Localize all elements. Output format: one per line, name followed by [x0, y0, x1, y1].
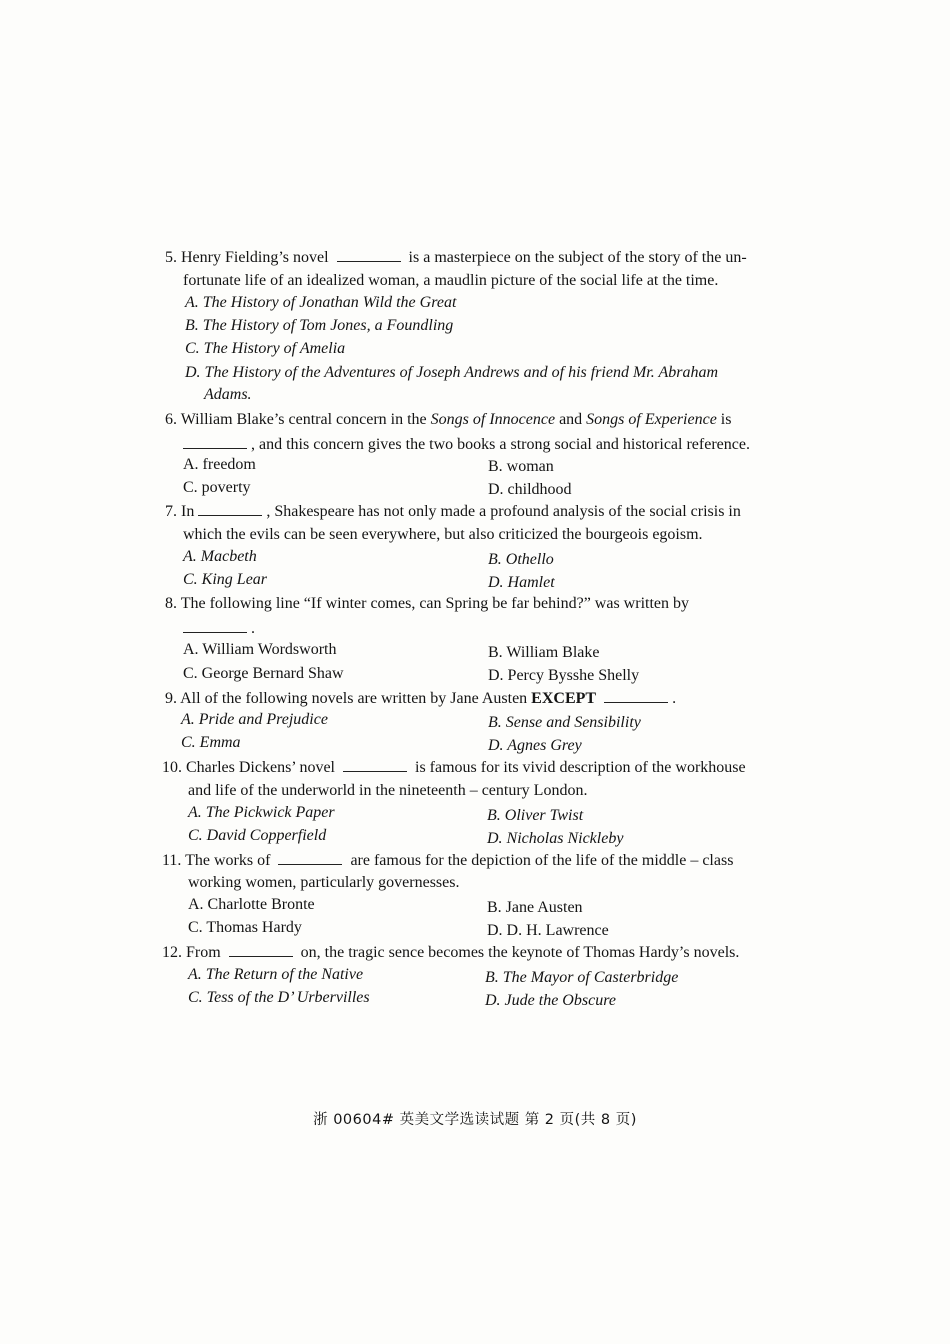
option-a: A. Charlotte Bronte [188, 896, 315, 913]
option-c: C. David Copperfield [188, 827, 327, 844]
title-songs-of-experience: Songs of Experience [586, 411, 717, 428]
page-footer: 浙 00604# 英美文学选读试题 第 2 页(共 8 页) [313, 1112, 637, 1128]
option-b: B. Sense and Sensibility [488, 714, 641, 731]
option-d: D. Jude the Obscure [485, 992, 616, 1009]
option-a: A. Macbeth [183, 548, 257, 565]
title-songs-of-innocence: Songs of Innocence [430, 411, 556, 428]
question-stem: All of the following novels are written by Jane Austen [180, 690, 528, 707]
option-b: B. William Blake [488, 644, 600, 661]
question-stem: is famous for its vivid description of the workhouse [415, 759, 746, 776]
question-number: 6. [165, 411, 177, 428]
stem-text: is [720, 411, 732, 428]
question-number: 12. [162, 944, 182, 961]
option-d: D. childhood [488, 481, 572, 498]
option-a: A. Pride and Prejudice [181, 711, 328, 728]
answer-blank [343, 758, 407, 772]
option-c: C. George Bernard Shaw [183, 665, 344, 682]
question-stem: are famous for the depiction of the life of the middle – class [350, 852, 734, 869]
stem-text: and [559, 411, 583, 428]
option-a: A. The Pickwick Paper [188, 804, 335, 821]
option-c: C. Thomas Hardy [188, 919, 302, 936]
option-d: D. Hamlet [488, 574, 555, 591]
question-stem-continued: which the evils can be seen everywhere, but also criticized the bourgeois egoism. [183, 526, 703, 543]
question-stem-continued: , and this concern gives the two books a strong social and historical reference. [251, 436, 750, 453]
option-a: A. William Wordsworth [183, 641, 337, 658]
answer-blank [183, 435, 247, 449]
question-number: 10. [162, 759, 182, 776]
question-stem: Henry Fielding’s novel [181, 249, 329, 266]
option-c: C. Tess of the D’ Urbervilles [188, 989, 370, 1006]
option-b: B. Oliver Twist [487, 807, 584, 824]
stem-end: . [251, 620, 255, 637]
stem-end: . [672, 690, 677, 707]
option-c: C. Emma [181, 734, 241, 751]
answer-blank [198, 502, 262, 516]
option-b: B. The History of Tom Jones, a Foundling [185, 317, 454, 334]
answer-blank [229, 943, 293, 957]
option-a: A. The History of Jonathan Wild the Great [185, 294, 457, 311]
answer-blank [183, 619, 247, 633]
answer-blank [337, 248, 401, 262]
option-b: B. woman [488, 458, 554, 475]
option-d-continued: Adams. [204, 386, 252, 403]
option-d: D. D. H. Lawrence [487, 922, 609, 939]
question-stem-continued: working women, particularly governesses. [188, 874, 460, 891]
answer-blank [604, 689, 668, 703]
question-number: 11. [162, 852, 182, 869]
question-stem: on, the tragic sence becomes the keynote of Thomas Hardy’s novels. [300, 944, 740, 961]
question-stem: The works of [185, 852, 271, 869]
question-number: 9. [165, 690, 177, 707]
option-a: A. The Return of the Native [188, 966, 364, 983]
question-number: 8. [165, 595, 177, 612]
question-stem: In [181, 503, 195, 520]
option-d: D. Agnes Grey [488, 737, 582, 754]
option-b: B. The Mayor of Casterbridge [485, 969, 679, 986]
question-stem-continued: fortunate life of an idealized woman, a maudlin picture of the social life at the time. [183, 272, 719, 289]
question-stem: From [186, 944, 221, 961]
question-stem: William Blake’s central concern in the [180, 411, 427, 428]
except-keyword: EXCEPT [531, 690, 597, 707]
option-c: C. poverty [183, 479, 251, 496]
question-stem: Charles Dickens’ novel [186, 759, 335, 776]
option-a: A. freedom [183, 456, 256, 473]
option-b: B. Jane Austen [487, 899, 583, 916]
question-number: 5. [165, 249, 177, 266]
question-stem-continued: and life of the underworld in the nineteenth – century London. [188, 782, 588, 799]
option-c: C. King Lear [183, 571, 268, 588]
option-d: D. The History of the Adventures of Joseph Andrews and of his friend Mr. Abraham [185, 364, 719, 381]
option-d: D. Nicholas Nickleby [487, 830, 624, 847]
option-b: B. Othello [488, 551, 554, 568]
question-stem: , Shakespeare has not only made a profound analysis of the social crisis in [266, 503, 741, 520]
option-c: C. The History of Amelia [185, 340, 346, 357]
question-stem: is a masterpiece on the subject of the story of the un- [408, 249, 747, 266]
question-stem: The following line “If winter comes, can Spring be far behind?” was written by [180, 595, 689, 612]
option-d: D. Percy Bysshe Shelly [488, 667, 640, 684]
question-number: 7. [165, 503, 177, 520]
answer-blank [278, 851, 342, 865]
